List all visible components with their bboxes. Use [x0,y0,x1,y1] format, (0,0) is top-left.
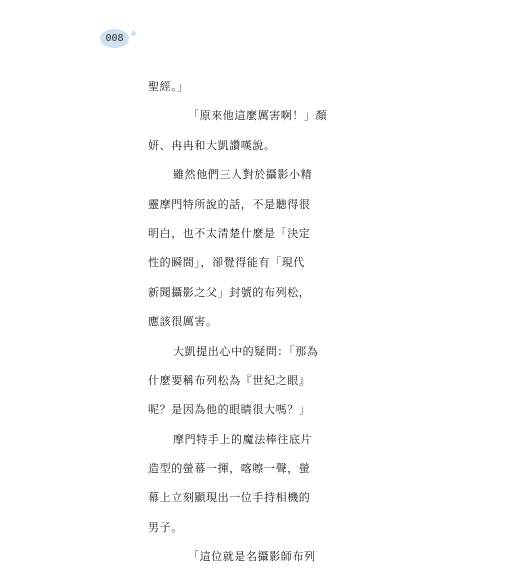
text-line: 性的瞬間」，卻覺得能有「現代 [148,256,305,270]
text-line: 大凱提出心中的疑問：「那為 [173,344,319,358]
body-text [148,72,376,572]
text-line: 應該很厲害。 [148,315,218,329]
text-line: 靈摩門特所說的話，不是聽得很 [148,197,311,211]
text-line: 什麼要稱布列松為『世紀之眼』 [148,373,311,387]
text-line: 妍、冉冉和大凱讚嘆說。 [148,138,276,152]
text-line: 聖經。」 [148,80,189,93]
text-line: 明白，也不太清楚什麼是「決定 [148,226,311,240]
text-line: 雖然他們三人對於攝影小精 [173,168,313,182]
text-line: 造型的螢幕一揮，喀嚓一聲，螢 [148,462,311,476]
text-line: 「這位就是名攝影師布列 [188,550,316,564]
text-line: 摩門特手上的魔法棒往底片 [173,432,313,446]
decorative-dot [125,41,128,44]
text-line: 呢？是因為他的眼睛很大嗎？」 [148,403,311,417]
text-line: 男子。 [148,520,183,534]
text-line: 幕上立刻顯現出一位手持相機的 [148,491,311,505]
decorative-dot [131,31,136,36]
text-line: 新聞攝影之父」封號的布列松， [148,285,311,299]
page-number: 008 [100,29,129,48]
text-line: 「原來他這麼厲害啊！」顏 [188,109,328,123]
